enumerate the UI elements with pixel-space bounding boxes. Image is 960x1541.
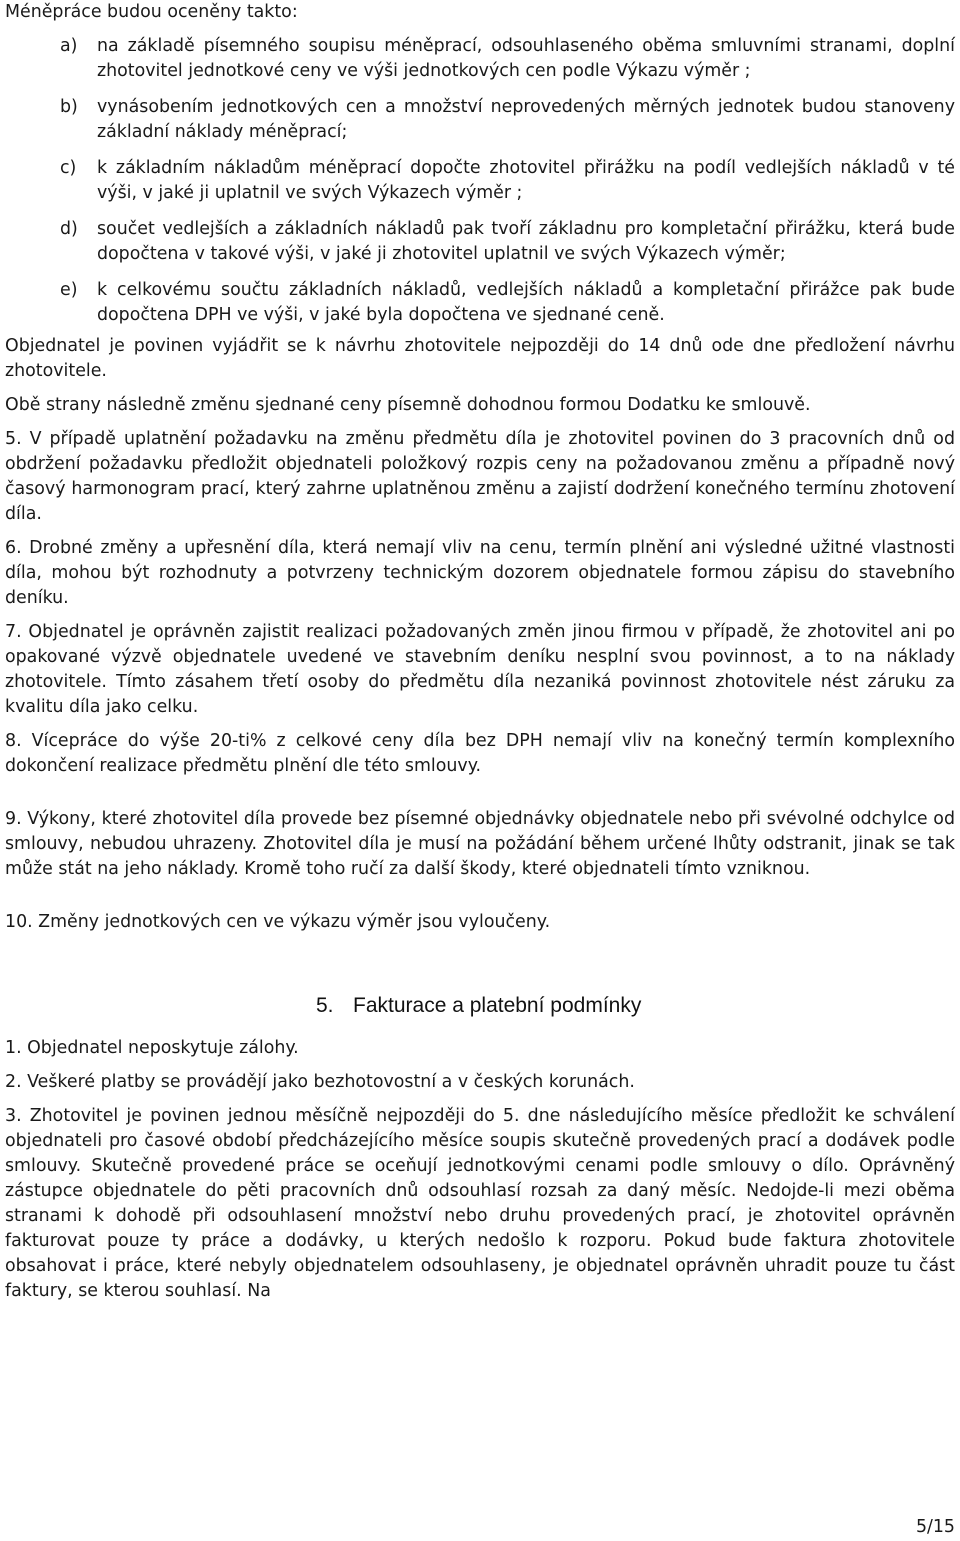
paragraph-6: 6. Drobné změny a upřesnění díla, která nemají vliv na cenu, termín plnění ani výsledné užitné vlastnosti díla, mohou být rozhodnuty a potvrzeny technickým dozorem objednatele formou zápisu do stavebního deníku. (5, 538, 955, 608)
document-page (5, 0, 955, 1304)
list-item (5, 278, 955, 328)
list-item-text: vynásobením jednotkových cen a množství neprovedených měrných jednotek budou stanoveny základní náklady méněprací; (97, 97, 955, 142)
paragraph-objednatel-vyjadrit: Objednatel je povinen vyjádřit se k návrhu zhotovitele nejpozději do 14 dnů ode dne předložení návrhu zhotovitele. (5, 336, 955, 381)
page-number: 5/15 (915, 1517, 955, 1537)
list-marker: b) (60, 97, 78, 117)
section-number: 5. (316, 994, 334, 1017)
list-item-text: součet vedlejších a základních nákladů pak tvoří základnu pro kompletační přirážku, která bude dopočtena v takové výši, v jaké ji zhotovitel uplatnil ve svých Výkazech výměr; (97, 219, 955, 264)
list-item-text: k základním nákladům méněprací dopočte zhotovitel přirážku na podíl vedlejších nákladů v té výši, v jaké ji uplatnil ve svých Výkazech výměr ; (97, 158, 955, 203)
paragraph-8: 8. Vícepráce do výše 20-ti% z celkové ceny díla bez DPH nemají vliv na konečný termín komplexního dokončení realizace předmětu plnění dle této smlouvy. (5, 731, 955, 776)
list-marker: a) (60, 36, 78, 56)
paragraph-9: 9. Výkony, které zhotovitel díla provede bez písemné objednávky objednatele nebo při svévolné odchylce od smlouvy, nebudou uhrazeny. Zhotovitel díla je musí na požádání během určené lhůty odstranit, jinak se tak může stát na jeho náklady. Kromě toho ručí za další škody, které objednateli tímto vzniknou. (5, 809, 955, 879)
paragraph-10: 10. Změny jednotkových cen ve výkazu výměr jsou vyloučeny. (5, 912, 551, 932)
paragraph-7: 7. Objednatel je oprávněn zajistit realizaci požadovaných změn jinou firmou v případě, že zhotovitel ani po opakované výzvě objednatele uvedené ve stavebním deníku nesplní svou povinnost, a to na náklady zhotovitele. Tímto zásahem třetí osoby do předmětu díla nezaniká povinnost zhotovitele nést záruku za kvalitu díla jako celku. (5, 622, 955, 717)
section-title: Fakturace a platební podmínky (353, 994, 642, 1017)
list-item-text: na základě písemného soupisu méněprací, odsouhlaseného oběma smluvními stranami, doplní zhotovitel jednotkové ceny ve výši jednotkových cen podle Výkazu výměr ; (97, 36, 955, 81)
section-paragraph-2: 2. Veškeré platby se provádějí jako bezhotovostní a v českých korunách. (5, 1072, 635, 1092)
section-heading (316, 993, 955, 1019)
section-paragraph-3: 3. Zhotovitel je povinen jednou měsíčně nejpozději do 5. dne následujícího měsíce předložit ke schválení objednateli pro časové období předcházejícího měsíce soupis skutečně provedených prací a dodávek podle smlouvy. Skutečně provedené práce se oceňují jednotkovými cenami podle smlouvy o dílo. Oprávněný zástupce objednatele do pěti pracovních dnů odsouhlasí rozsah za daný měsíc. Nedojde-li mezi oběma stranami k dohodě při odsouhlasení množství nebo druhu provedených prací, je zhotovitel oprávněn fakturovat pouze ty práce a dodávky, u kterých nedošlo k rozporu. Pokud bude faktura zhotovitele obsahovat i práce, které nebyly objednatelem odsouhlaseny, je objednatel oprávněn uhradit pouze tu část faktury, se kterou souhlasí. Na (5, 1106, 955, 1301)
list-item (5, 95, 955, 145)
list-item-text: k celkovému součtu základních nákladů, vedlejších nákladů a kompletační přirážce pak bude dopočtena DPH ve výši, v jaké byla dopočtena ve sjednané ceně. (97, 280, 955, 325)
list-item (5, 34, 955, 84)
price-calculation-list (5, 34, 955, 328)
paragraph-obe-strany: Obě strany následně změnu sjednané ceny písemně dohodnou formou Dodatku ke smlouvě. (5, 395, 811, 415)
intro-text: Méněpráce budou oceněny takto: (5, 2, 298, 22)
list-item (5, 156, 955, 206)
list-marker: e) (60, 280, 78, 300)
section-paragraph-1: 1. Objednatel neposkytuje zálohy. (5, 1038, 299, 1058)
list-marker: c) (60, 158, 77, 178)
list-marker: d) (60, 219, 78, 239)
list-item (5, 217, 955, 267)
paragraph-5: 5. V případě uplatnění požadavku na změnu předmětu díla je zhotovitel povinen do 3 pracovních dnů od obdržení požadavku předložit objednateli položkový rozpis ceny na požadovanou změnu a případně nový časový harmonogram prací, který zahrne uplatněnou změnu a zajistí dodržení konečného termínu zhotovení díla. (5, 429, 955, 524)
